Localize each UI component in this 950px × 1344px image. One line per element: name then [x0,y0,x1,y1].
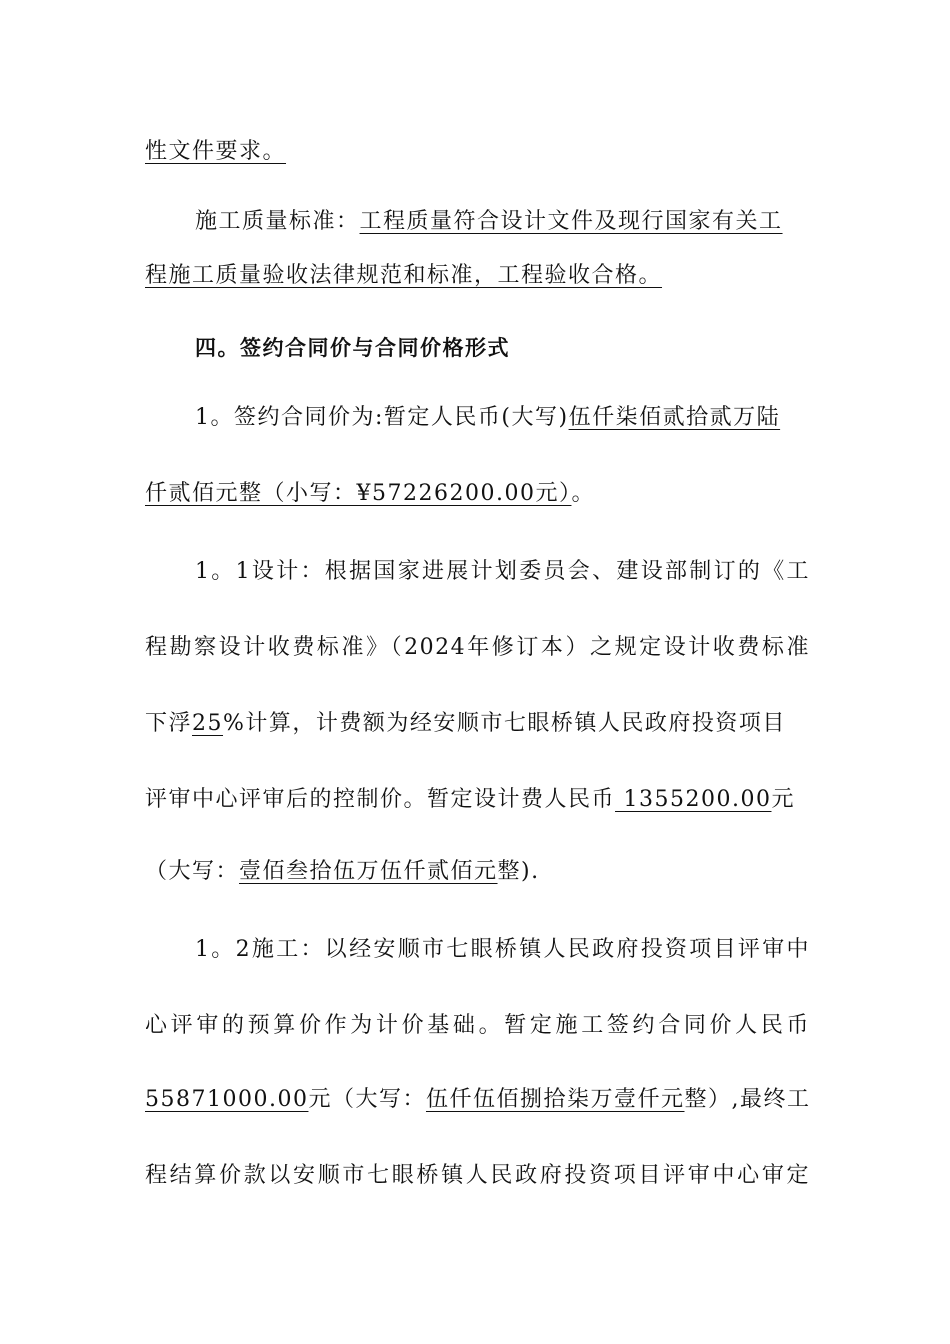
text-line [145,132,810,172]
underlined-text: 1355200.00 [615,787,772,812]
text-span: 元 [771,787,795,812]
underlined-text: 55871000.00 [145,1087,309,1112]
text-span: 下浮 [145,711,193,736]
text-line [145,852,810,892]
underlined-text: 工程质量符合设计文件及现行国家有关工 [359,209,783,234]
text-line [145,704,810,744]
text-line: 1。2施工：以经安顺市七眼桥镇人民政府投资项目评审中 [195,937,810,962]
underlined-text: 性文件要求。 [145,139,287,164]
text-line [145,256,810,296]
text-line: 程勘察设计收费标准》（2024年修订本）之规定设计收费标准 [145,635,810,660]
underlined-text: 程施工质量验收法律规范和标准，工程验收合格。 [145,263,663,288]
underlined-text: 仟贰佰元整（小写：¥57226200.00元） [145,481,572,506]
text-line: 程结算价款以安顺市七眼桥镇人民政府投资项目评审中心审定 [145,1163,810,1188]
underlined-text: 壹佰叁拾伍万伍仟贰佰元 [239,859,498,884]
text-span: 1。签约合同价为:暂定人民币(大写) [195,405,569,430]
section-heading: 四。签约合同价与合同价格形式 [195,336,510,360]
text-line: 1。1设计：根据国家进展计划委员会、建设部制订的《工 [195,559,810,584]
text-span: 。 [571,481,595,506]
underlined-text: 伍仟柒佰贰拾贰万陆 [568,405,781,430]
text-line: 心评审的预算价作为计价基础。暂定施工签约合同价人民币 [145,1013,810,1038]
text-line [145,780,810,820]
text-span: 评审中心评审后的控制价。暂定设计费人民币 [145,787,616,812]
underlined-text: 25 [192,711,224,736]
text-line [145,1080,810,1120]
text-span: 施工质量标准： [195,209,360,234]
text-line [195,398,810,438]
text-line [145,474,810,514]
text-span: 元（大写： [308,1087,426,1112]
text-span: %计算，计费额为经安顺市七眼桥镇人民政府投资项目 [223,711,786,736]
text-span: 整）,最终工 [684,1087,811,1112]
text-span: （大写： [145,859,240,884]
text-span: 整). [497,859,540,884]
text-line [195,202,810,242]
underlined-text: 伍仟伍佰捌拾柒万壹仟元 [425,1087,685,1112]
